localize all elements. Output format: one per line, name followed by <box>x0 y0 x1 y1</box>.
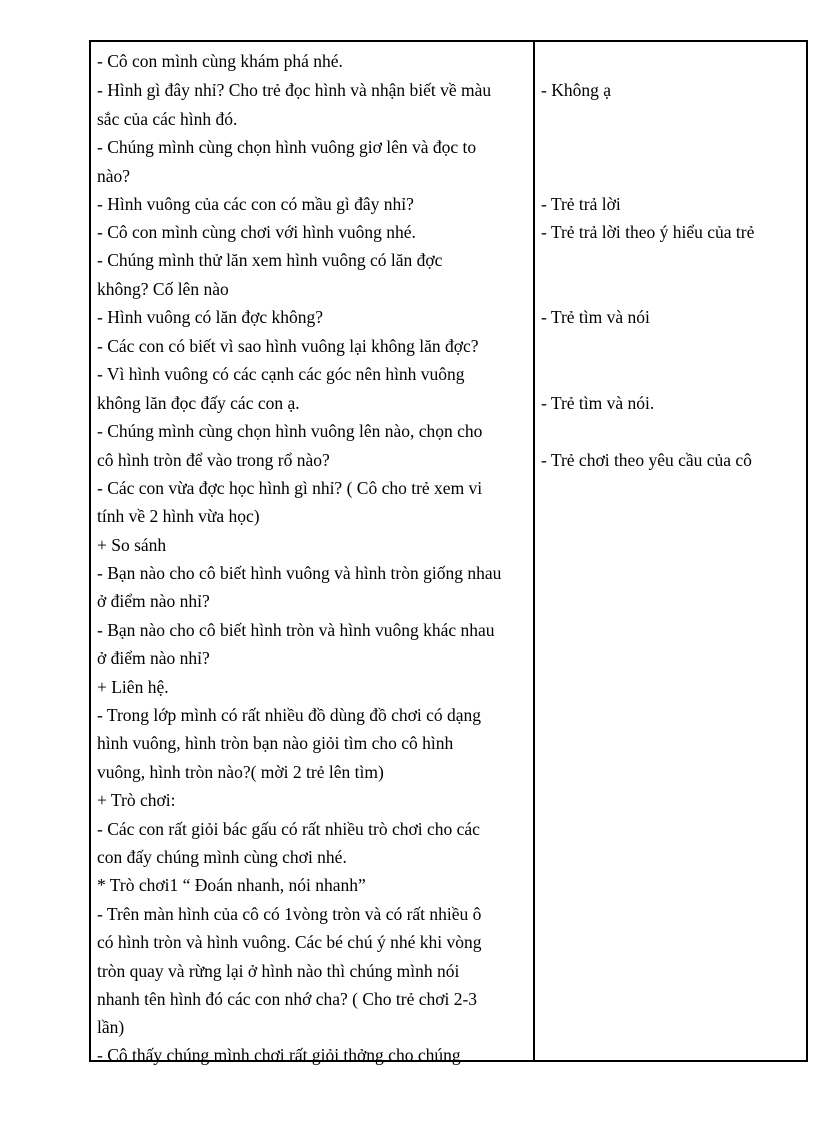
child-response: - Trẻ tìm và nói. <box>541 393 655 413</box>
teacher-line: + Liên hệ. <box>97 677 169 697</box>
teacher-line: - Trên màn hình của cô có 1vòng tròn và có rất nhiều ô <box>97 904 482 924</box>
teacher-line: ở điểm nào nhỉ? <box>97 591 210 611</box>
teacher-line: vuông, hình tròn nào?( mời 2 trẻ lên tìm) <box>97 762 384 782</box>
teacher-line: sắc của các hình đó. <box>97 109 238 129</box>
child-response: - Không ạ <box>541 80 611 100</box>
column-divider <box>533 40 535 1062</box>
child-response: - Trẻ trả lời theo ý hiểu của trẻ <box>541 222 755 242</box>
teacher-line: tính về 2 hình vừa học) <box>97 506 260 526</box>
teacher-line: - Bạn nào cho cô biết hình tròn và hình vuông khác nhau <box>97 620 495 640</box>
teacher-line: nào? <box>97 166 131 186</box>
teacher-line: cô hình tròn để vào trong rổ nào? <box>97 450 330 470</box>
child-response: - Trẻ trả lời <box>541 194 621 214</box>
teacher-line: - Trong lớp mình có rất nhiều đồ dùng đồ chơi có dạng <box>97 705 482 725</box>
teacher-line: - Vì hình vuông có các cạnh các góc nên hình vuông <box>97 364 465 384</box>
teacher-line: hình vuông, hình tròn bạn nào giỏi tìm cho cô hình <box>97 733 454 753</box>
teacher-line: - Cô thấy chúng mình chơi rất giỏi thởng cho chúng <box>97 1045 461 1065</box>
teacher-line: không? Cố lên nào <box>97 279 229 299</box>
teacher-line: * Trò chơi1 “ Đoán nhanh, nói nhanh” <box>97 875 366 895</box>
teacher-line: lần) <box>97 1017 125 1037</box>
child-response: - Trẻ chơi theo yêu cầu của cô <box>541 450 752 470</box>
teacher-line: - Các con vừa đợc học hình gì nhỉ? ( Cô cho trẻ xem vi <box>97 478 483 498</box>
teacher-line: con đấy chúng mình cùng chơi nhé. <box>97 847 347 867</box>
teacher-line: + So sánh <box>97 535 167 555</box>
teacher-line: - Chúng mình cùng chọn hình vuông lên nào, chọn cho <box>97 421 483 441</box>
teacher-line: - Hình vuông của các con có mầu gì đây nhỉ? <box>97 194 414 214</box>
teacher-line: - Hình gì đây nhỉ? Cho trẻ đọc hình và nhận biết về màu <box>97 80 492 100</box>
teacher-line: - Cô con mình cùng khám phá nhé. <box>97 51 343 71</box>
teacher-line: - Cô con mình cùng chơi với hình vuông nhé. <box>97 222 416 242</box>
teacher-line: có hình tròn và hình vuông. Các bé chú ý nhé khi vòng <box>97 932 482 952</box>
teacher-line: + Trò chơi: <box>97 790 176 810</box>
teacher-line: - Bạn nào cho cô biết hình vuông và hình tròn giống nhau <box>97 563 502 583</box>
teacher-line: - Chúng mình thử lăn xem hình vuông có lăn đợc <box>97 250 443 270</box>
child-response: - Trẻ tìm và nói <box>541 307 650 327</box>
teacher-line: - Các con rất giỏi bác gấu có rất nhiều trò chơi cho các <box>97 819 480 839</box>
teacher-line: - Hình vuông có lăn đợc không? <box>97 307 324 327</box>
teacher-line: không lăn đọc đấy các con ạ. <box>97 393 300 413</box>
teacher-line: tròn quay và rừng lại ở hình nào thì chúng mình nói <box>97 961 460 981</box>
teacher-line: - Các con có biết vì sao hình vuông lại không lăn đợc? <box>97 336 479 356</box>
teacher-line: - Chúng mình cùng chọn hình vuông giơ lên và đọc to <box>97 137 477 157</box>
teacher-line: ở điểm nào nhỉ? <box>97 648 210 668</box>
teacher-line: nhanh tên hình đó các con nhớ cha? ( Cho trẻ chơi 2-3 <box>97 989 478 1009</box>
